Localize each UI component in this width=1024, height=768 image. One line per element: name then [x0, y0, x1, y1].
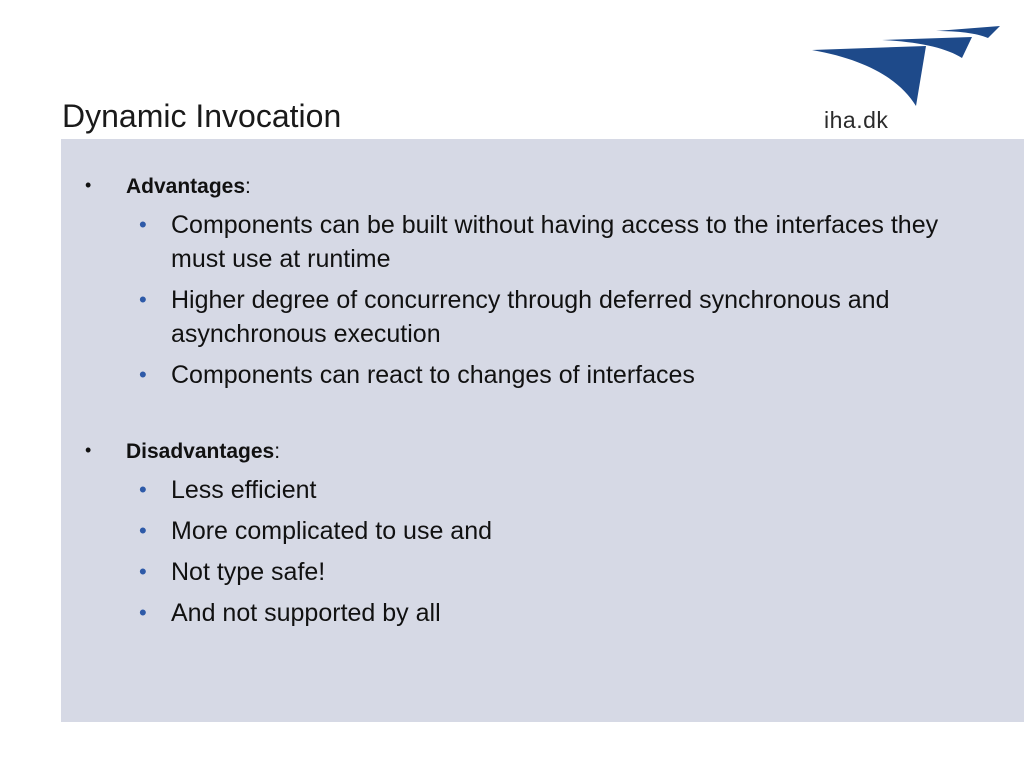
advantages-heading: Advantages [126, 175, 246, 198]
iha-swoosh-icon [808, 20, 1008, 110]
disadvantage-item-text: And not supported by all [171, 599, 441, 627]
bullet-icon: • [85, 440, 92, 460]
advantage-item-text: Components can react to changes of interfaces [171, 361, 695, 389]
advantages-heading-suffix: : [245, 175, 251, 198]
bullet-icon: • [139, 287, 147, 312]
bullet-icon: • [85, 175, 92, 195]
slide-title: Dynamic Invocation [62, 98, 342, 134]
disadvantage-item-text: More complicated to use and [171, 517, 493, 545]
content-panel [61, 139, 1024, 722]
bullet-icon: • [139, 477, 147, 502]
bullet-icon: • [139, 362, 147, 387]
disadvantages-heading: Disadvantages [126, 440, 275, 463]
advantage-item-text: Components can be built without having access to the interfaces they must use at runtime [171, 211, 939, 273]
disadvantage-item-text: Less efficient [171, 476, 317, 504]
advantage-item-text: Higher degree of concurrency through deferred synchronous and asynchronous execution [171, 286, 890, 348]
iha-logo [808, 20, 1008, 135]
bullet-icon: • [139, 212, 147, 237]
bullet-icon: • [139, 559, 147, 584]
bullet-icon: • [139, 600, 147, 625]
disadvantages-heading-suffix: : [274, 440, 281, 463]
logo-text: iha.dk [824, 107, 889, 133]
bullet-icon: • [139, 518, 147, 543]
disadvantage-item-text: Not type safe! [171, 558, 326, 586]
